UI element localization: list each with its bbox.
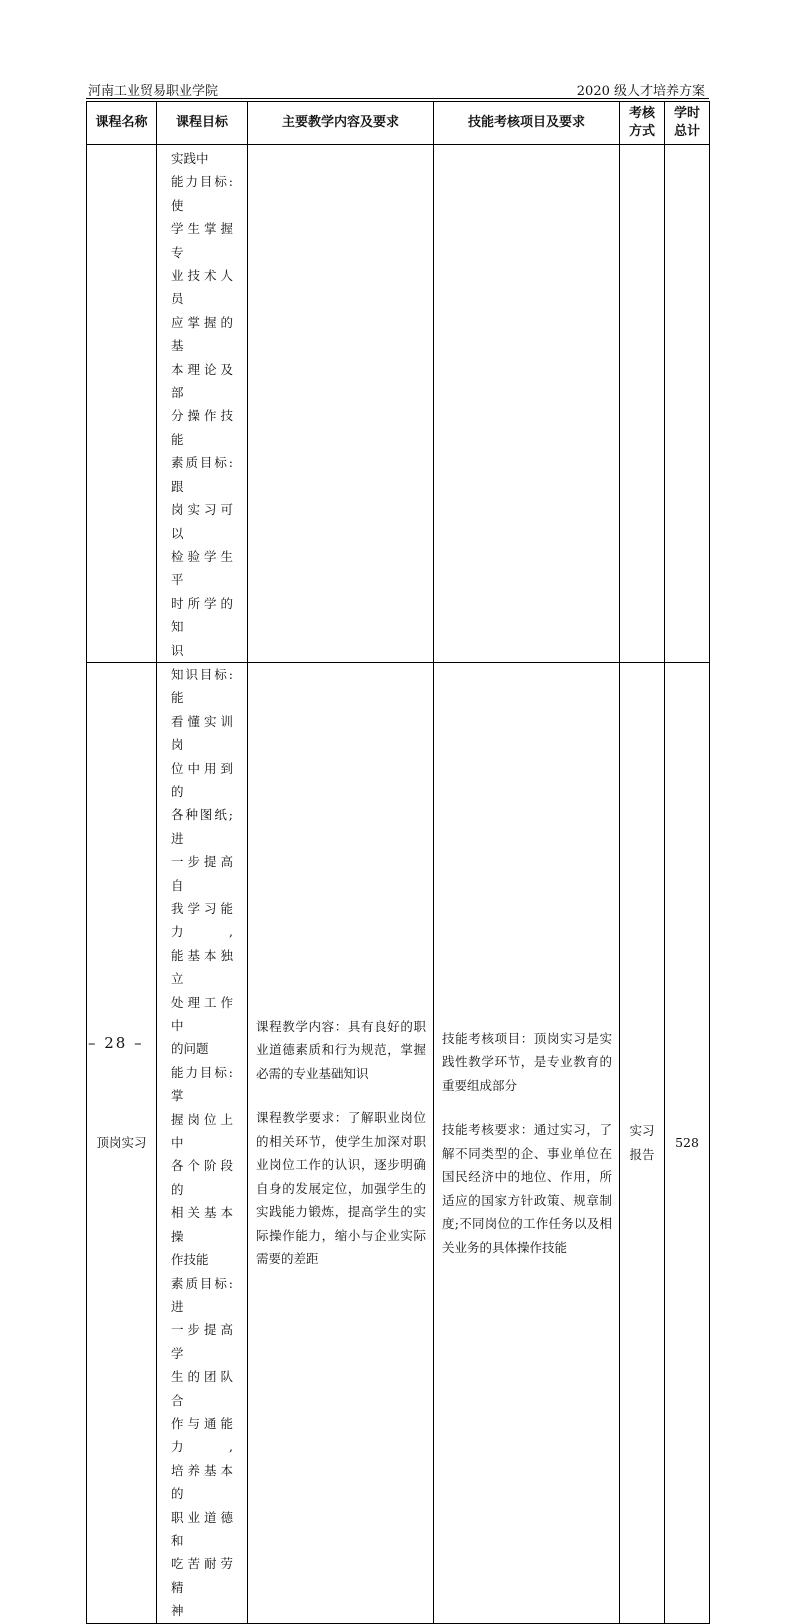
- header-document-title: 2020 级人才培养方案: [576, 84, 705, 99]
- goal-line: 握岗位上中: [171, 1111, 233, 1151]
- goal-line: 一步提高自: [171, 854, 233, 893]
- table-row: [87, 662, 710, 1623]
- goal-line: 吃苦耐劳精: [171, 1556, 233, 1595]
- row2-content-text: [248, 1015, 433, 1271]
- col-assessment-line2: 方式: [628, 124, 655, 139]
- goal-line: 学生掌握专: [171, 221, 233, 260]
- col-hours-line2: 总计: [673, 124, 700, 139]
- goal-line: 的问题: [171, 1041, 209, 1057]
- col-course-name: 课程名称: [87, 102, 157, 145]
- table-row: [87, 145, 710, 663]
- requirement-paragraph: 课程教学要求：了解职业岗位的相关环节，使学生加深对职业岗位工作的认识，逐步明确自身的发展定位，加强学生的实践能力锻炼，提高学生的实际操作能力，缩小与企业实际需要的差距: [256, 1110, 426, 1267]
- row2-assessment: [620, 662, 665, 1623]
- goal-line: 分操作技能: [171, 408, 233, 447]
- goal-line: 素质目标:跟: [171, 455, 233, 494]
- goal-line: 培养基本的: [171, 1462, 233, 1502]
- goal-line: 应掌握的基: [171, 314, 233, 354]
- goal-line: 岗实习可以: [171, 502, 233, 541]
- goal-line: 生的团队合: [171, 1369, 233, 1408]
- goal-line: 业技术人员: [171, 268, 233, 307]
- goal-line: 相关基本操: [171, 1205, 233, 1244]
- row1-course-name: [87, 145, 157, 663]
- goal-line: 素质目标:进: [171, 1275, 233, 1314]
- goal-line: 各种图纸;进: [171, 807, 233, 846]
- row1-hours: [665, 145, 710, 663]
- col-hours: [665, 102, 710, 145]
- row1-content: [248, 145, 434, 663]
- col-assessment-line1: 考核: [628, 106, 655, 121]
- col-course-goal: 课程目标: [157, 102, 248, 145]
- col-content: 主要教学内容及要求: [248, 102, 434, 145]
- goal-line: 位中用到的: [171, 760, 233, 799]
- goal-line: 知识目标:能: [171, 666, 233, 706]
- goal-line: 各个阶段的: [171, 1158, 233, 1197]
- row1-skills: [434, 145, 620, 663]
- row2-course-goal: [157, 662, 248, 1623]
- goal-line: 职业道德和: [171, 1509, 233, 1548]
- goal-line: 作与通能力,: [171, 1415, 233, 1455]
- goal-line: 看懂实训岗: [171, 713, 233, 753]
- goal-line: 一步提高学: [171, 1322, 233, 1361]
- skill-items-paragraph: 技能考核项目：顶岗实习是实践性教学环节，是专业教育的重要组成部分: [442, 1030, 612, 1093]
- row2-goal-text: [171, 663, 233, 1623]
- goal-line: 时所学的知: [171, 595, 233, 635]
- goal-line: 神: [171, 1603, 184, 1619]
- goal-line: 实践中: [171, 151, 209, 166]
- col-hours-line1: 学时: [673, 106, 700, 121]
- row1-goal-text: [171, 147, 233, 662]
- header-institution: 河南工业贸易职业学院: [88, 84, 219, 99]
- row2-skills: [434, 662, 620, 1623]
- header-rule: [86, 98, 709, 99]
- goal-line: 识: [171, 642, 184, 658]
- content-paragraph: 课程教学内容：具有良好的职业道德素质和行为规范，掌握必需的专业基础知识: [256, 1018, 426, 1081]
- curriculum-table: [86, 101, 710, 1624]
- goal-line: 本理论及部: [171, 361, 233, 401]
- goal-line: 能基本独立: [171, 947, 233, 987]
- row2-course-name: 顶岗实习: [87, 662, 157, 1623]
- goal-line: 能力目标:使: [171, 174, 233, 213]
- row1-assessment: [620, 145, 665, 663]
- row2-hours: 528: [665, 662, 710, 1623]
- goal-line: 检验学生平: [171, 548, 233, 588]
- goal-line: 作技能: [171, 1252, 209, 1268]
- assessment-line: 实习: [629, 1122, 655, 1138]
- goal-line: 我学习能力,: [171, 901, 233, 940]
- col-skills: 技能考核项目及要求: [434, 102, 620, 145]
- goal-line: 处理工作中: [171, 994, 233, 1034]
- col-assessment: [620, 102, 665, 145]
- assessment-line: 报告: [629, 1146, 655, 1162]
- row1-course-goal: [157, 145, 248, 663]
- row2-content: [248, 662, 434, 1623]
- page-number: – 28 –: [88, 1034, 144, 1052]
- skill-requirement-paragraph: 技能考核要求：通过实习，了解不同类型的企、事业单位在国民经济中的地位、作用，所适应的国家方针政策、规章制度;不同岗位的工作任务以及相关业务的具体操作技能: [442, 1122, 612, 1255]
- goal-line: 能力目标:掌: [171, 1064, 233, 1104]
- table-header-row: [87, 102, 710, 145]
- row2-skills-text: [434, 1027, 619, 1260]
